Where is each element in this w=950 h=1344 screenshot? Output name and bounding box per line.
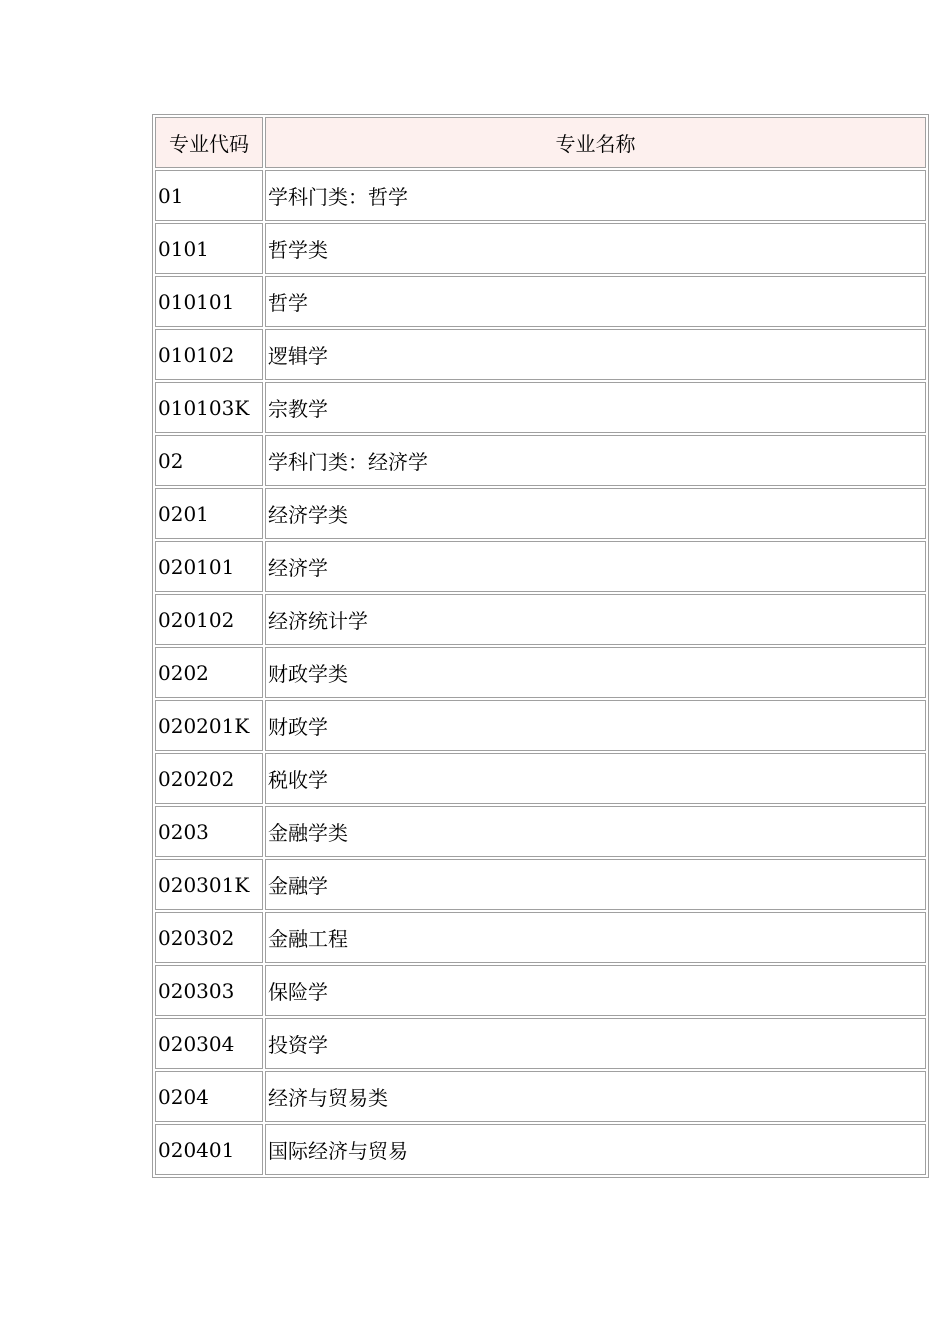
major-code-cell: 0201: [155, 488, 263, 539]
major-name-cell: 逻辑学: [265, 329, 926, 380]
major-name-cell: 经济学: [265, 541, 926, 592]
major-code-cell: 0101: [155, 223, 263, 274]
major-code-cell: 0203: [155, 806, 263, 857]
major-code-cell: 020304: [155, 1018, 263, 1069]
table-header-row: [155, 117, 926, 168]
table-row: [155, 435, 926, 486]
table-row: [155, 276, 926, 327]
major-name-cell: 投资学: [265, 1018, 926, 1069]
table-row: [155, 223, 926, 274]
major-code-cell: 020302: [155, 912, 263, 963]
table-row: [155, 1071, 926, 1122]
major-code-cell: 020301K: [155, 859, 263, 910]
major-name-cell: 学科门类：哲学: [265, 170, 926, 221]
table-row: [155, 859, 926, 910]
table-row: [155, 700, 926, 751]
table-row: [155, 594, 926, 645]
table-row: [155, 1124, 926, 1175]
major-code-cell: 020401: [155, 1124, 263, 1175]
header-major-name: 专业名称: [265, 117, 926, 168]
major-name-cell: 税收学: [265, 753, 926, 804]
table-row: [155, 488, 926, 539]
table-row: [155, 329, 926, 380]
major-code-cell: 0202: [155, 647, 263, 698]
header-major-code: 专业代码: [155, 117, 263, 168]
major-name-cell: 金融学: [265, 859, 926, 910]
table-row: [155, 647, 926, 698]
table-body: [155, 170, 926, 1175]
major-code-cell: 0204: [155, 1071, 263, 1122]
major-name-cell: 宗教学: [265, 382, 926, 433]
major-code-cell: 01: [155, 170, 263, 221]
major-name-cell: 财政学类: [265, 647, 926, 698]
major-name-cell: 哲学: [265, 276, 926, 327]
major-code-cell: 020101: [155, 541, 263, 592]
major-name-cell: 哲学类: [265, 223, 926, 274]
major-code-cell: 010101: [155, 276, 263, 327]
major-code-cell: 010102: [155, 329, 263, 380]
major-code-cell: 020303: [155, 965, 263, 1016]
table-row: [155, 965, 926, 1016]
major-code-table: [152, 114, 929, 1178]
major-name-cell: 金融学类: [265, 806, 926, 857]
major-name-cell: 金融工程: [265, 912, 926, 963]
major-code-cell: 020102: [155, 594, 263, 645]
major-name-cell: 保险学: [265, 965, 926, 1016]
table-row: [155, 170, 926, 221]
table-row: [155, 912, 926, 963]
table-row: [155, 541, 926, 592]
major-code-cell: 020201K: [155, 700, 263, 751]
table-row: [155, 1018, 926, 1069]
major-name-cell: 经济学类: [265, 488, 926, 539]
major-name-cell: 国际经济与贸易: [265, 1124, 926, 1175]
major-name-cell: 经济统计学: [265, 594, 926, 645]
table-row: [155, 806, 926, 857]
major-code-cell: 020202: [155, 753, 263, 804]
major-code-cell: 010103K: [155, 382, 263, 433]
major-table: [153, 115, 928, 1177]
major-code-cell: 02: [155, 435, 263, 486]
major-name-cell: 学科门类：经济学: [265, 435, 926, 486]
major-name-cell: 经济与贸易类: [265, 1071, 926, 1122]
major-name-cell: 财政学: [265, 700, 926, 751]
table-row: [155, 382, 926, 433]
table-row: [155, 753, 926, 804]
